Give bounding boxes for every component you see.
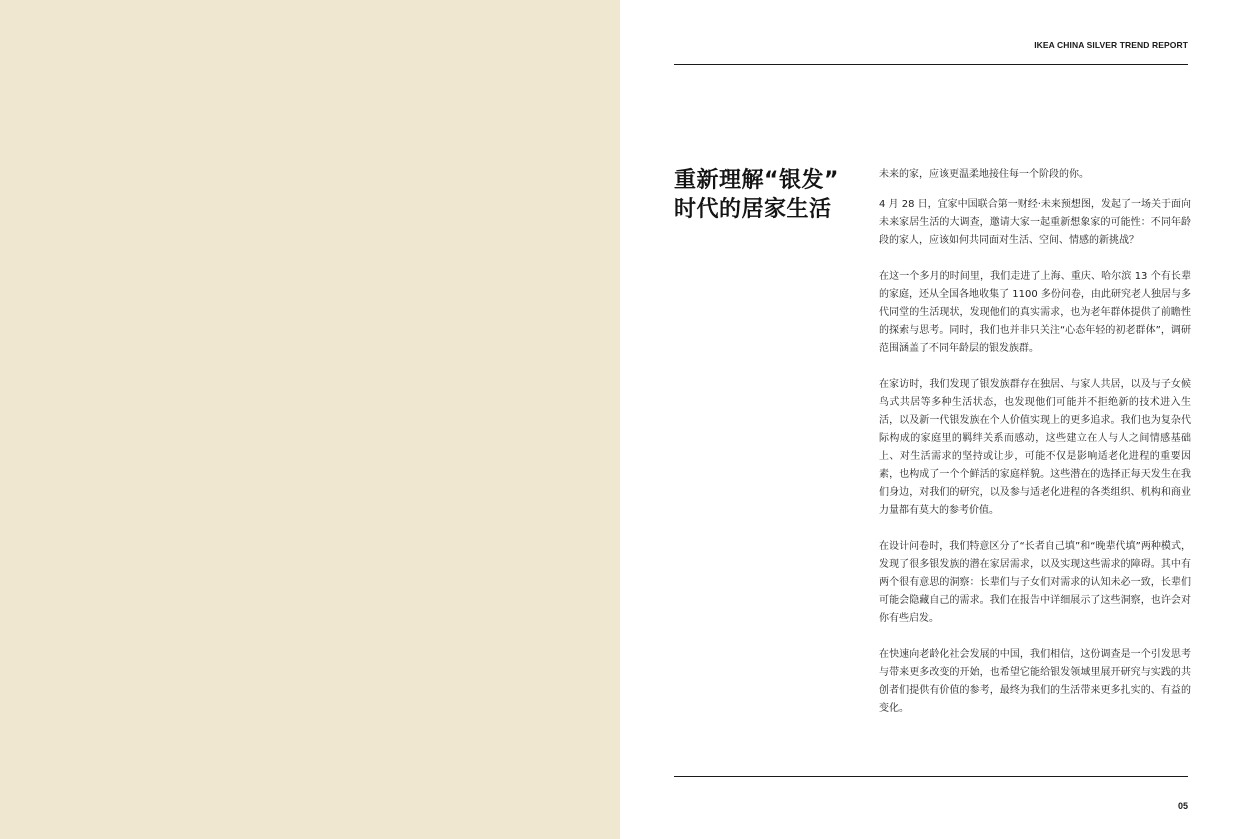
- paragraph-2: 4 月 28 日，宜家中国联合第一财经·未来预想图，发起了一场关于面向未来家居生活的大调查，邀请大家一起重新想象家的可能性：不同年龄段的家人，应该如何共同面对生活、空间、情感的新挑战？: [879, 199, 1191, 246]
- paragraph-3: 在这一个多月的时间里，我们走进了上海、重庆、哈尔滨 13 个有长辈的家庭，还从全国各地收集了 1100 多份问卷，由此研究老人独居与多代同堂的生活现状，发现他们的真实需求，也为老年群体提供了前瞻性的探索与思考。同时，我们也并非只关注“心态年轻的初老群体”，调研范围涵盖了不同年龄层的银发族群。: [879, 271, 1191, 354]
- article-headline: [674, 166, 864, 224]
- article-body: [879, 166, 1191, 736]
- report-page: [620, 0, 1240, 839]
- running-header: IKEA CHINA SILVER TREND REPORT: [1034, 40, 1188, 50]
- paragraph-intro: 未来的家，应该更温柔地接住每一个阶段的你。: [879, 169, 1089, 180]
- page-number: 05: [1177, 801, 1188, 811]
- bottom-divider: [674, 776, 1188, 777]
- paragraph-4: 在家访时，我们发现了银发族群存在独居、与家人共居，以及与子女候鸟式共居等多种生活状态，也发现他们可能并不拒绝新的技术进入生活，以及新一代银发族在个人价值实现上的更多追求。我们也为复杂代际构成的家庭里的羁绊关系而感动，这些建立在人与人之间情感基础上、对生活需求的坚持或让步，可能不仅是影响适老化进程的重要因素，也构成了一个个鲜活的家庭样貌。这些潜在的选择正每天发生在我们身边，对我们的研究，以及参与适老化进程的各类组织、机构和商业力量都有莫大的参考价值。: [879, 379, 1191, 516]
- paragraph-6: 在快速向老龄化社会发展的中国，我们相信，这份调查是一个引发思考与带来更多改变的开始，也希望它能给银发领域里展开研究与实践的共创者们提供有价值的参考，最终为我们的生活带来更多扎实的、有益的变化。: [879, 649, 1191, 714]
- paragraph-5: 在设计问卷时，我们特意区分了“长者自己填”和“晚辈代填”两种模式，发现了很多银发族的潜在家居需求，以及实现这些需求的障碍。其中有两个很有意思的洞察：长辈们与子女们对需求的认知未必一致，长辈们可能会隐藏自己的需求。我们在报告中详细展示了这些洞察，也许会对你有些启发。: [879, 541, 1191, 624]
- top-divider: [674, 64, 1188, 65]
- headline-line-1: 重新理解“银发”: [674, 168, 839, 193]
- headline-line-2: 时代的居家生活: [674, 197, 832, 222]
